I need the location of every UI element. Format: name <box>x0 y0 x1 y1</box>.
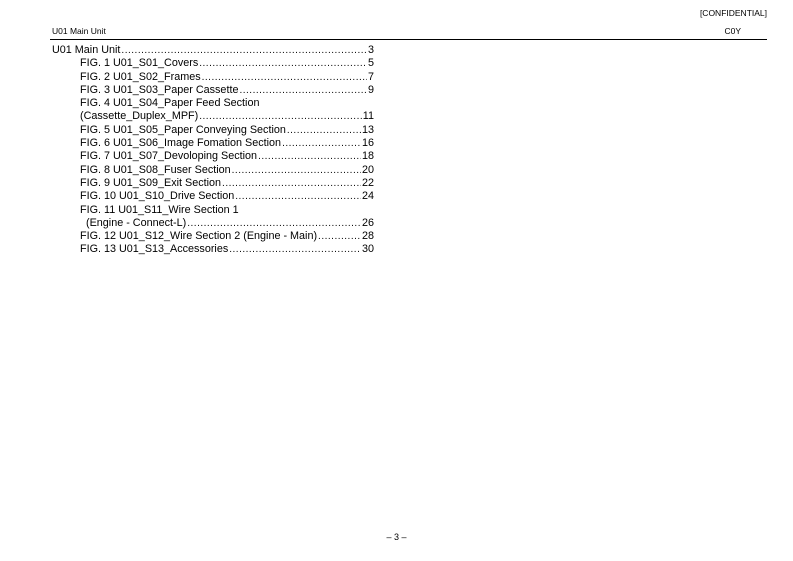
toc-entry[interactable] <box>52 84 374 97</box>
toc-entry-title: FIG. 8 U01_S08_Fuser Section <box>80 163 231 176</box>
toc-entry-page: 7 <box>367 70 374 83</box>
toc-entry-page: 9 <box>367 83 374 96</box>
toc-entry[interactable] <box>52 110 374 123</box>
toc-entry-title: FIG. 3 U01_S03_Paper Cassette <box>80 83 239 96</box>
toc-entry-title: FIG. 1 U01_S01_Covers <box>80 57 199 70</box>
toc-entry-title: FIG. 7 U01_S07_Devoloping Section <box>80 150 258 163</box>
toc-entry-page: 22 <box>361 176 374 189</box>
toc-leader-dots <box>229 243 361 256</box>
toc-leader-dots <box>232 164 361 177</box>
toc-entry[interactable] <box>52 124 374 137</box>
toc-entry-page: 3 <box>367 44 374 56</box>
toc-leader-dots <box>199 57 367 70</box>
toc-entry-page: 30 <box>361 243 374 256</box>
toc-entry[interactable] <box>52 217 374 230</box>
toc-leader-dots <box>318 230 361 243</box>
toc-entry-page: 13 <box>361 123 374 136</box>
header-rule <box>50 39 767 40</box>
toc-entry-title: FIG. 12 U01_S12_Wire Section 2 (Engine - Main) <box>80 230 318 243</box>
toc-entry-page: 26 <box>361 216 374 229</box>
toc-entry-page: 16 <box>361 137 374 150</box>
toc-leader-dots <box>235 190 361 203</box>
toc-entry[interactable] <box>52 137 374 150</box>
toc-entry[interactable] <box>52 71 374 84</box>
toc-entry-page: 24 <box>361 190 374 203</box>
toc-leader-dots <box>202 71 367 84</box>
toc-entry-title-line1[interactable]: FIG. 4 U01_S04_Paper Feed Section <box>80 97 260 110</box>
toc-entry-title: FIG. 2 U01_S02_Frames <box>80 70 201 83</box>
toc-leader-dots <box>282 137 361 150</box>
toc-entry-page: 11 <box>362 110 374 123</box>
toc-leader-dots <box>258 150 361 163</box>
toc-entry-main[interactable] <box>52 44 374 57</box>
toc-entry[interactable] <box>52 57 374 70</box>
toc-entry-title: (Engine - Connect-L) <box>86 216 187 229</box>
toc-entry-page: 18 <box>361 150 374 163</box>
toc-entry-title: FIG. 9 U01_S09_Exit Section <box>80 176 222 189</box>
toc-entry-page: 5 <box>367 57 374 70</box>
toc-entry[interactable] <box>52 150 374 163</box>
toc-entry-title: U01 Main Unit <box>52 44 121 56</box>
toc-entry[interactable] <box>52 164 374 177</box>
toc-entry-title: FIG. 5 U01_S05_Paper Conveying Section <box>80 123 286 136</box>
toc-entry[interactable] <box>52 190 374 203</box>
toc-leader-dots <box>287 124 361 137</box>
toc-leader-dots <box>222 177 361 190</box>
toc-entry[interactable] <box>52 230 374 243</box>
toc-entry-title: FIG. 10 U01_S10_Drive Section <box>80 190 235 203</box>
toc-leader-dots <box>199 110 362 123</box>
toc-entry-page: 20 <box>361 163 374 176</box>
header-code: C0Y <box>724 26 741 36</box>
toc-entry-title: FIG. 13 U01_S13_Accessories <box>80 243 229 256</box>
toc-leader-dots <box>187 217 361 230</box>
toc-entry-title-line1[interactable]: FIG. 11 U01_S11_Wire Section 1 <box>80 203 239 216</box>
toc-entry[interactable] <box>52 243 374 256</box>
toc-leader-dots <box>121 44 367 57</box>
table-of-contents <box>52 44 374 257</box>
toc-leader-dots <box>239 84 367 97</box>
toc-entry-title: (Cassette_Duplex_MPF) <box>80 110 199 123</box>
toc-entry-title: FIG. 6 U01_S06_Image Fomation Section <box>80 137 282 150</box>
toc-entry[interactable] <box>52 177 374 190</box>
page-number-footer: – 3 – <box>386 532 407 542</box>
header-section-title: U01 Main Unit <box>52 26 106 36</box>
confidential-label: [CONFIDENTIAL] <box>699 8 767 18</box>
toc-entry-page: 28 <box>361 230 374 243</box>
